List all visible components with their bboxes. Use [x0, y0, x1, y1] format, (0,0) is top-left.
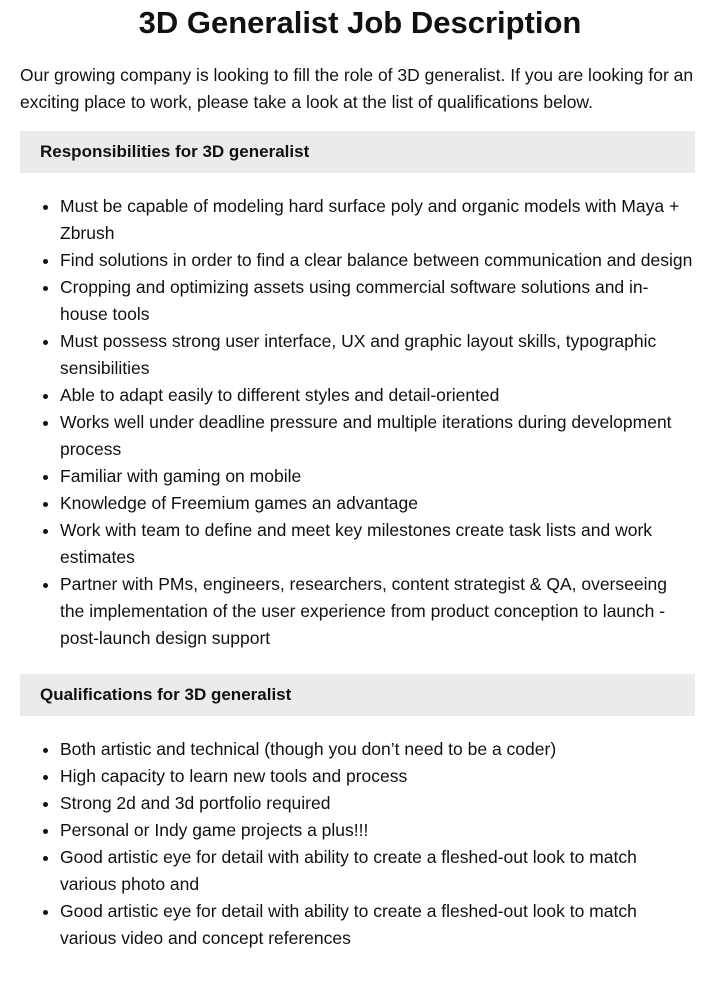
intro-paragraph: Our growing company is looking to fill the role of 3D generalist. If you are looking for an exciting place to work, please take a look at the list of qualifications below. [20, 65, 694, 112]
list-item: • Cropping and optimizing assets using commercial software solutions and in-house tools [60, 274, 695, 328]
responsibilities-list [20, 193, 695, 652]
page-title: 3D Generalist Job Description [138, 5, 582, 40]
section-heading-responsibilities: Responsibilities for 3D generalist [20, 131, 695, 173]
list-item: • Good artistic eye for detail with ability to create a fleshed-out look to match various video and concept references [60, 898, 695, 952]
list-item: • Good artistic eye for detail with ability to create a fleshed-out look to match various photo and [60, 844, 695, 898]
list-item: • Partner with PMs, engineers, researchers, content strategist & QA, overseeing the implementation of the user experience from product conception to launch - post-launch design support [60, 571, 695, 652]
list-item: • Must possess strong user interface, UX and graphic layout skills, typographic sensibilities [60, 328, 695, 382]
qualifications-list [20, 736, 695, 952]
list-item: • Find solutions in order to find a clear balance between communication and design [60, 247, 695, 274]
list-item: • Able to adapt easily to different styles and detail-oriented [60, 382, 695, 409]
list-item: • Personal or Indy game projects a plus!!! [60, 817, 695, 844]
list-item: • Knowledge of Freemium games an advantage [60, 490, 695, 517]
list-item: • Work with team to define and meet key milestones create task lists and work estimates [60, 517, 695, 571]
section-heading-qualifications: Qualifications for 3D generalist [20, 674, 695, 716]
list-item: • Both artistic and technical (though you don’t need to be a coder) [60, 736, 695, 763]
list-item: • Strong 2d and 3d portfolio required [60, 790, 695, 817]
list-item: • Familiar with gaming on mobile [60, 463, 695, 490]
list-item: • Must be capable of modeling hard surface poly and organic models with Maya + Zbrush [60, 193, 695, 247]
list-item: • Works well under deadline pressure and multiple iterations during development process [60, 409, 695, 463]
list-item: • High capacity to learn new tools and process [60, 763, 695, 790]
